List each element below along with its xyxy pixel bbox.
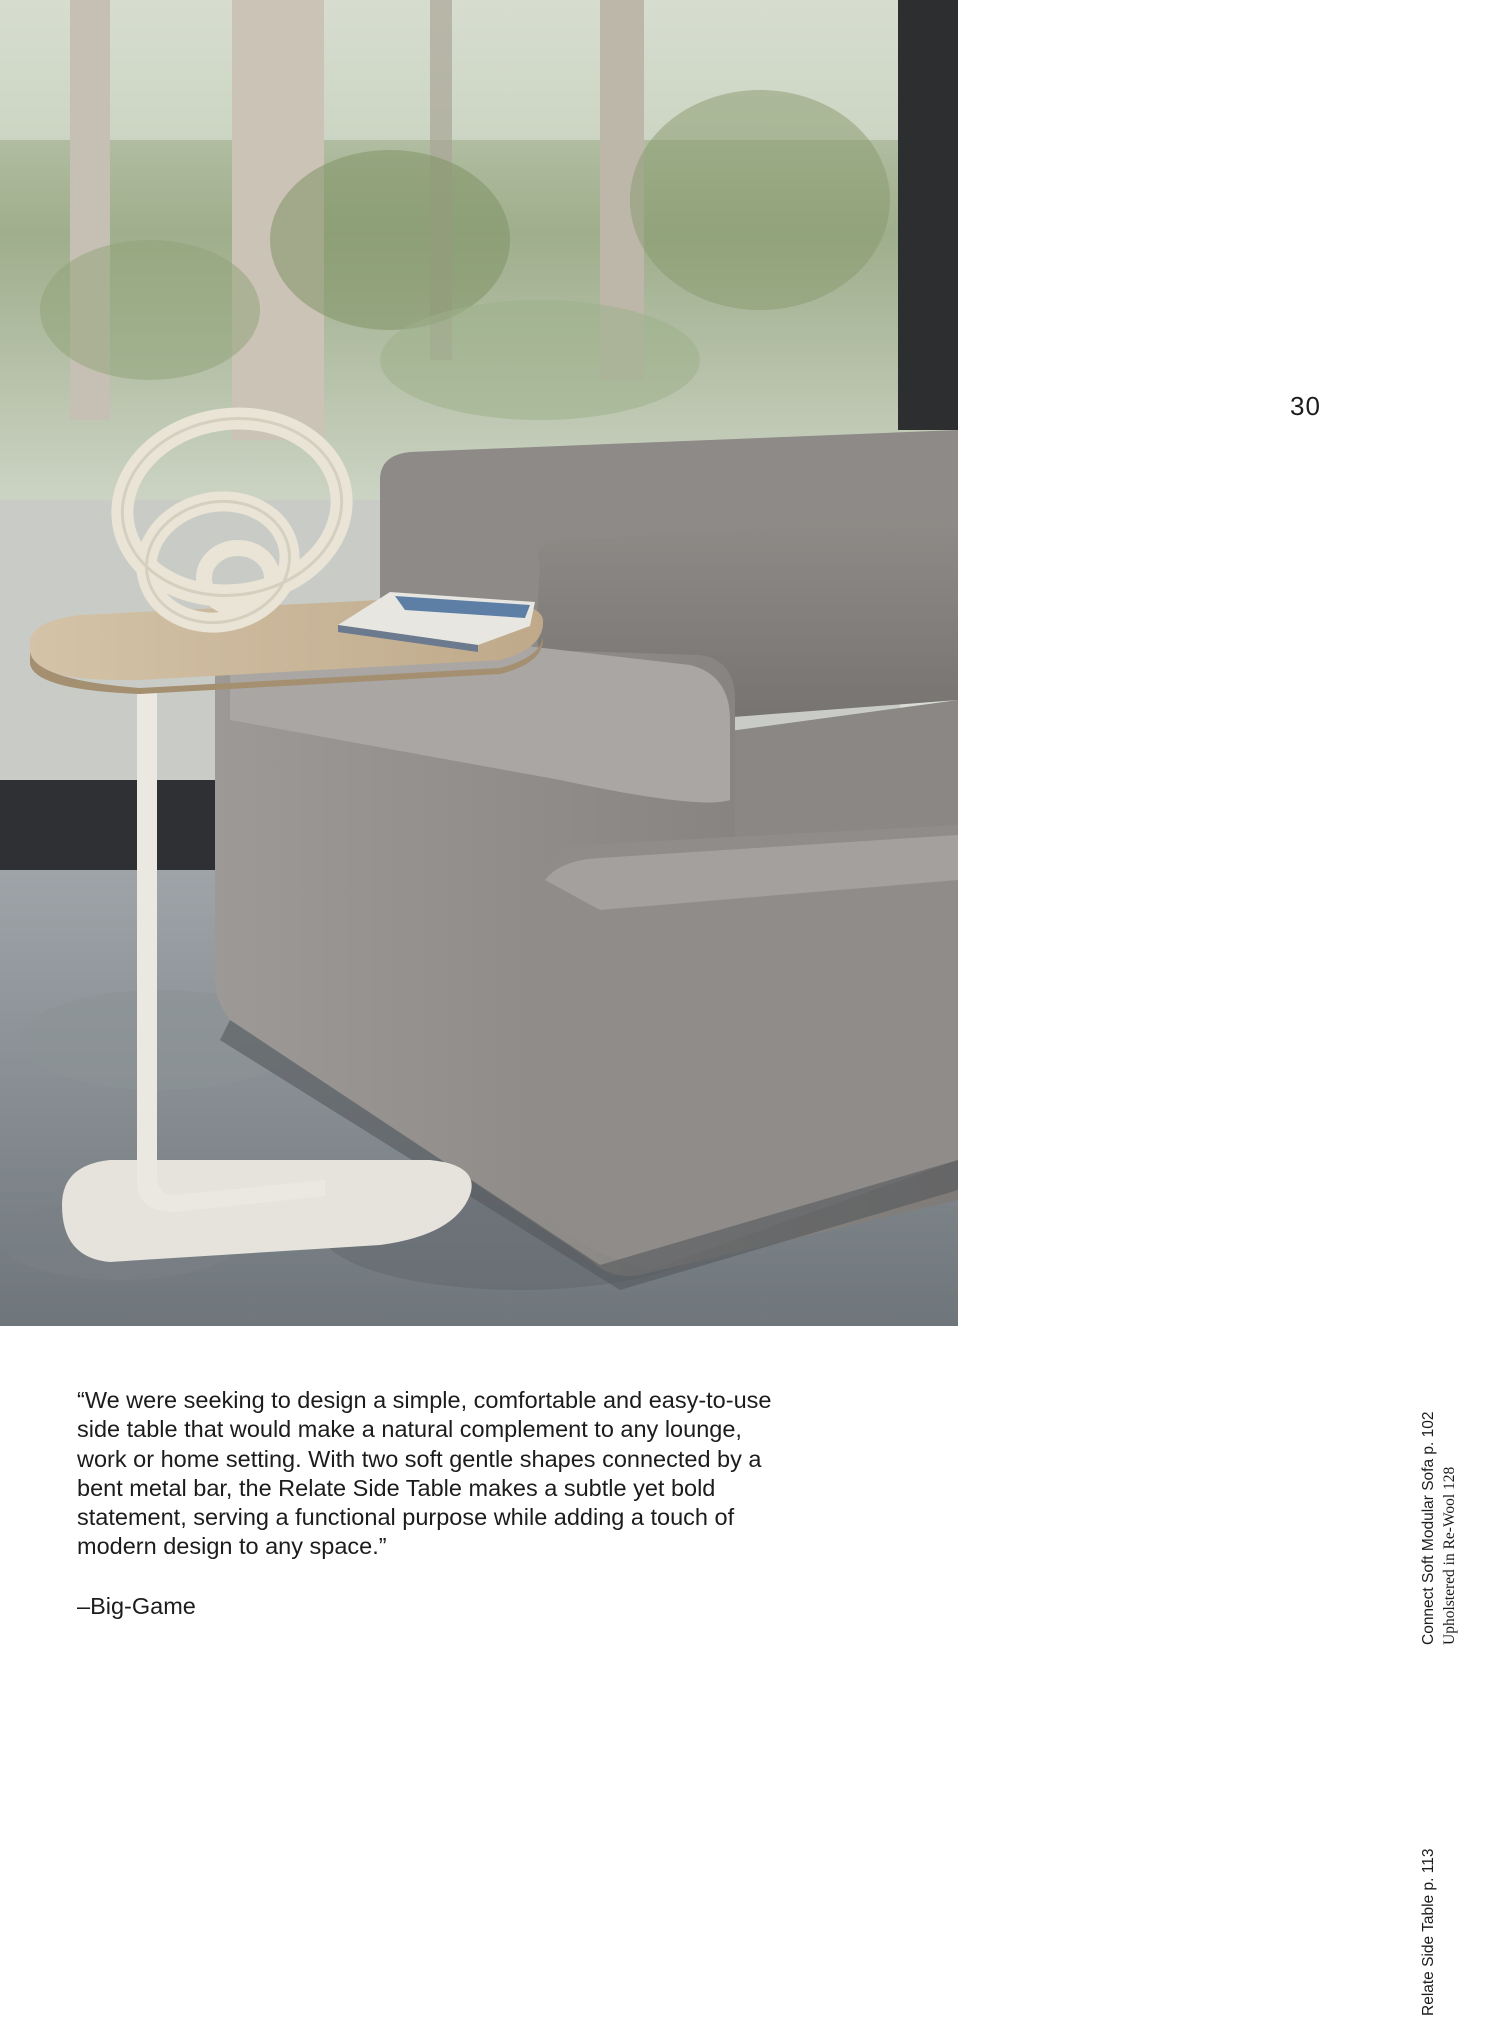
page-number: 30 [1290,391,1321,421]
quote-text: “We were seeking to design a simple, comfortable and easy-to-use side table that would make a natural complement to any lounge, work or home setting. With two soft gentle shapes connected by a bent metal bar, the Relate Side Table makes a subtle yet bold statement, serving a functional purpose while adding a touch of modern design to any space.” [77,1387,772,1560]
caption-sofa-subtitle: Upholstered in Re-Wool 128 [1441,1466,1458,1645]
product-photo [0,0,958,1326]
caption-table [1418,1849,1439,2016]
caption-table-title: Relate Side Table p. 113 [1420,1848,1437,2016]
caption-sofa [1418,1411,1460,1645]
caption-sofa-title: Connect Soft Modular Sofa p. 102 [1420,1411,1437,1645]
product-photo-illustration [0,0,958,1326]
designer-quote [77,1386,797,1621]
quote-author: –Big-Game [77,1592,196,1619]
